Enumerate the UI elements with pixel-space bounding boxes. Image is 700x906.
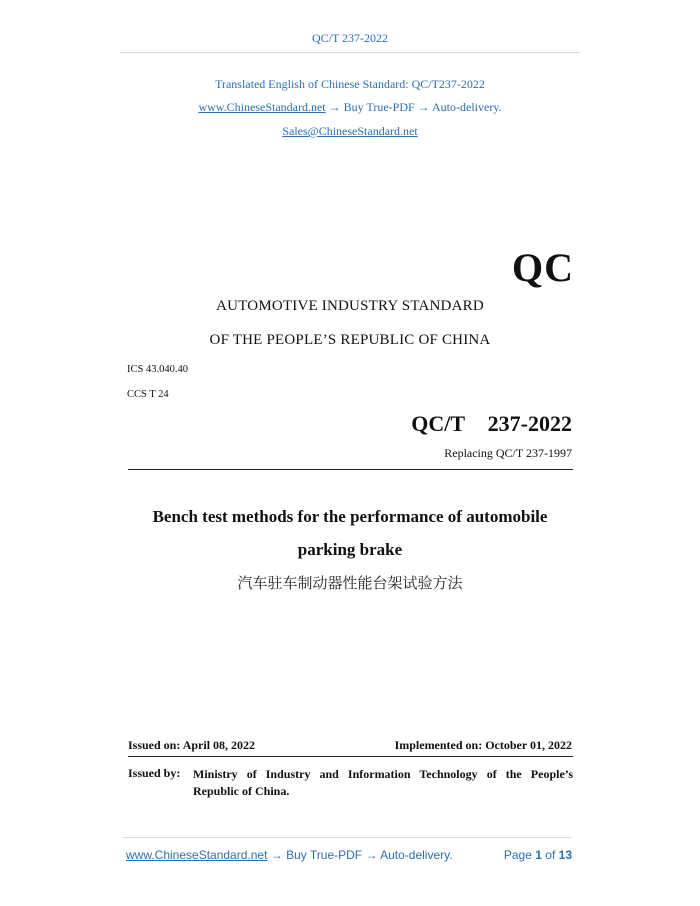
standard-type-line1: AUTOMOTIVE INDUSTRY STANDARD xyxy=(216,298,484,314)
qc-logo: QC xyxy=(512,245,574,290)
purchase-line xyxy=(0,100,700,115)
ics-code: ICS 43.040.40 xyxy=(127,364,188,375)
footer-site-link[interactable]: www.ChineseStandard.net xyxy=(126,848,268,862)
footer-divider xyxy=(123,837,571,838)
header-standard-code: QC/T 237-2022 xyxy=(311,31,389,45)
issued-on-date: Issued on: April 08, 2022 xyxy=(128,738,256,752)
ccs-code: CCS T 24 xyxy=(127,389,169,400)
page-indicator xyxy=(504,848,572,862)
email-line xyxy=(0,124,700,139)
document-title-chinese: 汽车驻车制动器性能台架试验方法 xyxy=(237,574,463,592)
implemented-on-date: Implemented on: October 01, 2022 xyxy=(394,738,572,752)
title-divider xyxy=(128,469,573,470)
translated-notice: Translated English of Chinese Standard: QC/T237-2022 xyxy=(215,77,485,91)
replacing-note: Replacing QC/T 237-1997 xyxy=(444,446,572,460)
of-label: of xyxy=(545,848,556,862)
page-number: 1 xyxy=(535,848,542,862)
standard-type-line2: OF THE PEOPLE’S REPUBLIC OF CHINA xyxy=(209,332,491,348)
dates-divider xyxy=(128,756,573,757)
footer-purchase-line xyxy=(126,848,453,862)
footer-purchase-text: → Buy True-PDF → Auto-delivery. xyxy=(267,848,453,862)
email-link[interactable]: Sales@ChineseStandard.net xyxy=(282,124,418,138)
site-link[interactable]: www.ChineseStandard.net xyxy=(198,100,326,114)
issuing-authority: Ministry of Industry and Information Technology of the People’s Republic of China. xyxy=(193,767,573,798)
document-title-line2: parking brake xyxy=(297,540,403,559)
issued-by-label: Issued by: xyxy=(128,766,181,780)
header-divider xyxy=(120,52,580,53)
document-title-line1: Bench test methods for the performance of automobile xyxy=(152,507,548,526)
purchase-text: → Buy True-PDF → Auto-delivery. xyxy=(325,100,502,114)
page-total: 13 xyxy=(558,848,572,862)
standard-number: QC/T 237-2022 xyxy=(411,411,572,436)
page-label: Page xyxy=(503,848,532,862)
